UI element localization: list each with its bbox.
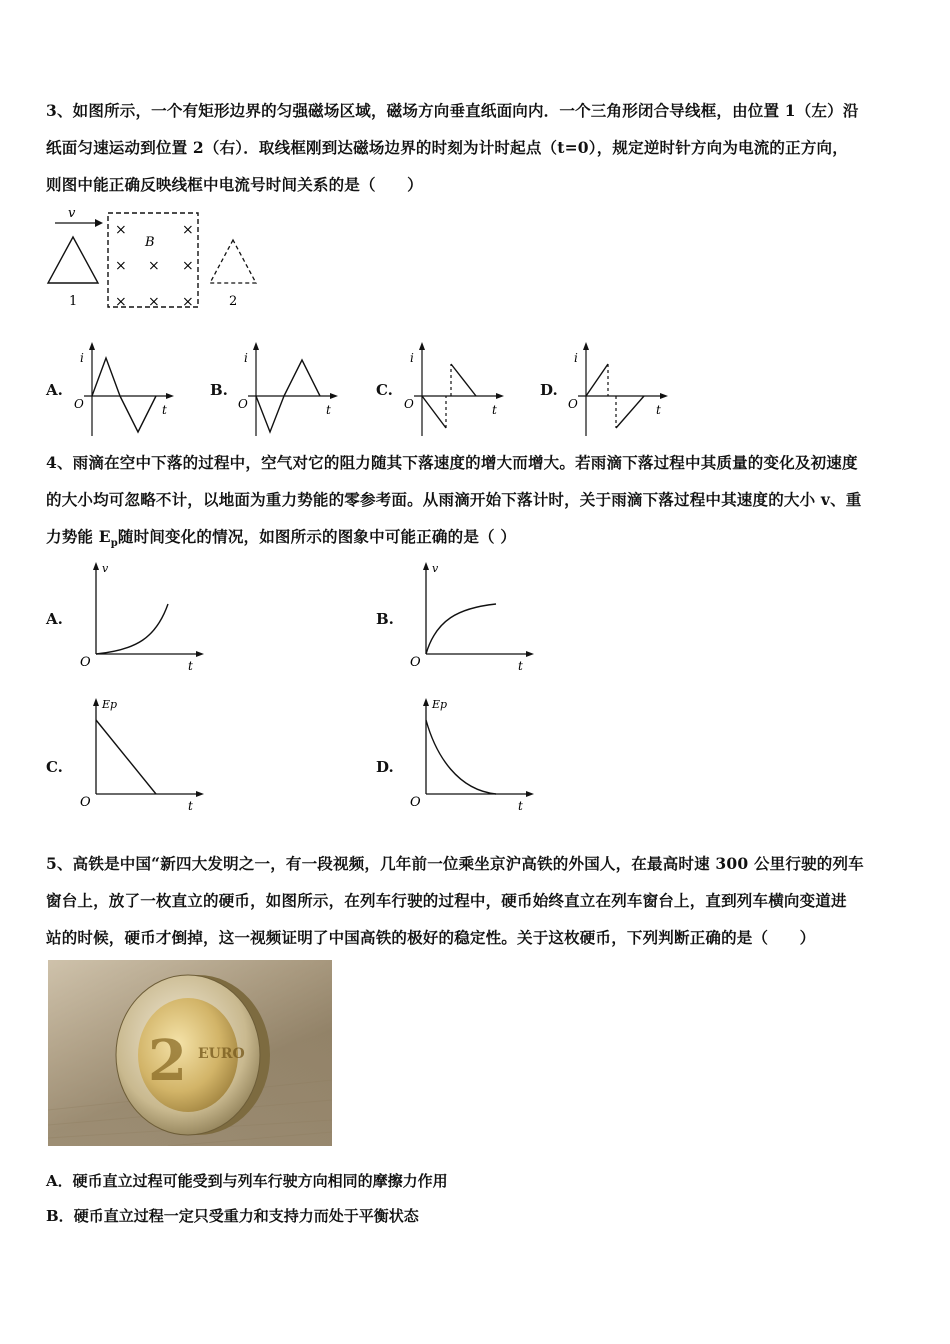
- curve-a-pos: [92, 358, 120, 396]
- x-arrow: [166, 393, 174, 399]
- y-label: Ep: [102, 698, 118, 711]
- q3-option-label: A.: [46, 381, 63, 399]
- q3-option-label: C.: [376, 381, 393, 399]
- q4-line2: 的大小均可忽略不计，以地面为重力势能的零参考面。从雨滴开始下落计时，关于雨滴下落过程中其速度的大小 v、重: [46, 490, 862, 509]
- field-cross: ×: [115, 222, 127, 238]
- q4-line3: 力势能 $E_p$随时间变化的情况，如图所示的图象中可能正确的是（ ）: [46, 527, 517, 550]
- q4-option-label: B.: [376, 610, 394, 628]
- x-arrow: [330, 393, 338, 399]
- y-arrow: [89, 342, 95, 350]
- x-label: t: [656, 403, 661, 417]
- x-label: t: [162, 403, 167, 417]
- q3-graph: [230, 340, 340, 440]
- origin-label: O: [80, 795, 91, 810]
- q4-graph: [76, 694, 206, 814]
- field-cross: ×: [182, 258, 194, 274]
- q4-curve: [96, 720, 156, 794]
- q5-line1: 5、高铁是中国“新四大发明之一，有一段视频，几年前一位乘坐京沪高铁的外国人，在最高时速 300 公里行驶的列车: [46, 854, 864, 873]
- field-cross: ×: [115, 294, 127, 310]
- q4-graph: [76, 558, 206, 678]
- x-arrow: [196, 651, 204, 657]
- q3-text: [46, 92, 908, 203]
- curve-d-neg: [616, 396, 644, 428]
- origin-label: O: [410, 795, 421, 810]
- origin-label: O: [404, 397, 414, 411]
- field-cross: ×: [182, 294, 194, 310]
- field-cross: ×: [148, 258, 160, 274]
- x-arrow: [496, 393, 504, 399]
- q4-option-label: A.: [46, 610, 63, 628]
- origin-label: O: [568, 397, 578, 411]
- origin-label: O: [410, 655, 421, 670]
- q4-line1: 4、雨滴在空中下落的过程中，空气对它的阻力随其下落速度的增大而增大。若雨滴下落过程中其质量的变化及初速度: [46, 453, 858, 472]
- q5-line3: 站的时候，硬币才倒掉，这一视频证明了中国高铁的极好的稳定性。关于这枚硬币，下列判断正确的是（ ）: [46, 928, 816, 947]
- q5-option-b: B．硬币直立过程一定只受重力和支持力而处于平衡状态: [46, 1207, 419, 1225]
- y-label: i: [574, 351, 578, 365]
- y-label: i: [410, 351, 414, 365]
- coin-photo: [48, 960, 332, 1146]
- q3-line1: 3、如图所示，一个有矩形边界的匀强磁场区域，磁场方向垂直纸面向内．一个三角形闭合导线框，由位置 1（左）沿: [46, 101, 859, 120]
- field-cross: ×: [115, 258, 127, 274]
- curve-b-pos: [284, 360, 320, 396]
- q4-option-label: C.: [46, 758, 63, 776]
- x-arrow: [196, 791, 204, 797]
- y-label: i: [80, 351, 84, 365]
- q5-text: [46, 845, 908, 956]
- x-arrow: [526, 651, 534, 657]
- origin-label: O: [80, 655, 91, 670]
- y-arrow: [93, 698, 99, 706]
- q5-line2: 窗台上，放了一枚直立的硬币，如图所示，在列车行驶的过程中，硬币始终直立在列车窗台上，直到列车横向变道进: [46, 891, 847, 910]
- coin-illustration: [48, 960, 332, 1146]
- q3-fig-v-arrowhead: [95, 219, 103, 227]
- q3-option-label: D.: [540, 381, 558, 399]
- q4-curve: [426, 604, 496, 654]
- y-label: i: [244, 351, 248, 365]
- q3-fig-triangle-2: [210, 240, 256, 283]
- curve-c-pos: [451, 364, 476, 396]
- q3-fig-pos1: 1: [69, 294, 78, 309]
- q4-graph: [406, 558, 536, 678]
- q4-option-label: D.: [376, 758, 394, 776]
- x-arrow: [526, 791, 534, 797]
- x-label: t: [492, 403, 497, 417]
- coin-euro-text: EURO: [198, 1046, 245, 1062]
- y-label: Ep: [432, 698, 448, 711]
- y-arrow: [93, 562, 99, 570]
- q3-graph: [396, 340, 506, 440]
- q3-fig-triangle-1: [48, 237, 98, 283]
- coin-denomination: 2: [148, 1028, 187, 1094]
- x-arrow: [660, 393, 668, 399]
- x-label: t: [518, 659, 523, 673]
- y-label: v: [432, 562, 439, 575]
- q3-option-label: B.: [210, 381, 228, 399]
- x-label: t: [326, 403, 331, 417]
- y-arrow: [419, 342, 425, 350]
- origin-label: O: [74, 397, 84, 411]
- curve-c-neg: [422, 396, 446, 428]
- x-label: t: [518, 799, 523, 813]
- q3-fig-v-label: v: [68, 206, 76, 221]
- q3-line2: 纸面匀速运动到位置 2（右）．取线框刚到达磁场边界的时刻为计时起点（t=0），规定逆时针方向为电流的正方向，: [46, 138, 848, 157]
- curve-b-neg: [256, 396, 284, 432]
- q5-option-a: A．硬币直立过程可能受到与列车行驶方向相同的摩擦力作用: [46, 1172, 448, 1190]
- curve-d-pos: [586, 364, 608, 396]
- y-arrow: [423, 562, 429, 570]
- y-arrow: [423, 698, 429, 706]
- q4-curve: [426, 720, 496, 794]
- origin-label: O: [238, 397, 248, 411]
- field-cross: ×: [182, 222, 194, 238]
- q3-graph: [560, 340, 670, 440]
- q3-graph: [66, 340, 176, 440]
- field-cross: ×: [148, 294, 160, 310]
- y-arrow: [583, 342, 589, 350]
- q3-line3: 则图中能正确反映线框中电流号时间关系的是（ ）: [46, 175, 423, 194]
- q3-fig-pos2: 2: [229, 294, 238, 309]
- x-label: t: [188, 659, 193, 673]
- q3-figure: [40, 205, 280, 315]
- y-arrow: [253, 342, 259, 350]
- q3-fig-B: B: [145, 235, 155, 250]
- y-label: v: [102, 562, 109, 575]
- q4-graph: [406, 694, 536, 814]
- x-label: t: [188, 799, 193, 813]
- q4-text: [46, 444, 908, 562]
- q4-curve: [96, 604, 168, 654]
- q3-curve: [92, 358, 156, 432]
- curve-a-neg: [120, 396, 156, 432]
